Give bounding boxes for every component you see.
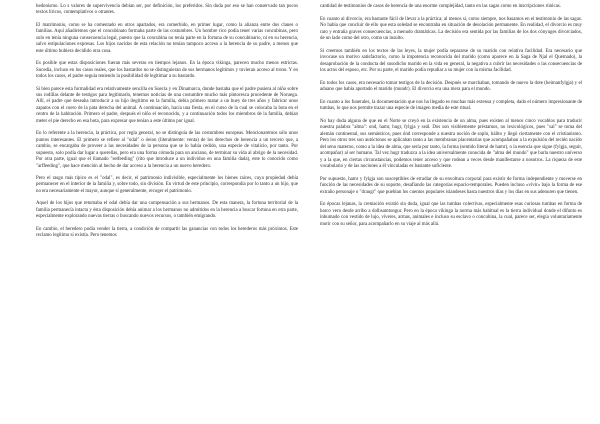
paragraph: En épocas lejanas, la cremación existió sin duda, igual que las tumbas colectivas, especialmente esas curiosas tumbas en forma de barco vero desde arribo a dolbsamtongur. Pero en la época vikinga la norma más habitual es la tierra individual donde el difunto es inhumado con vestido de lujo, víveres, armas, animales e incluso su esclavo o concubina, la cual, parece ser, elegía voluntariamente morir con su señor, para acompañarlo en su viaje al más allá.: [320, 202, 582, 227]
paragraph: cantidad de testimonios de casos de herencia de una enorme complejidad, tanto en las sagas como en inscripciones rúnicas.: [320, 4, 561, 9]
paragraph: hedonismo. Lo s valores de supervivencia debían ser, por definición, los preferidos. Sin duda por eso se han conservado tan pocos textos líricos, contemplativos o otrantes.: [36, 4, 298, 16]
paragraph: Aquel de los hijos que retomaba el odal debía dar una compensación a sus hermanos. De esta manera, la fortuna territorial de la familia permanecía intacta y ésta disposición debía animar a los hermanos no admitidos en la herencia a buscar fortuna en otra parte, especialmente explorando nuevas tierras o buscando nuevos recursos, o también emigrando.: [36, 201, 298, 220]
right-text-column: [320, 4, 582, 424]
paragraph: Pero el rasgo más típico es el "odal", es decir, el patrimonio indivisible, especialmente los bienes raíces, cuya propiedad debía permanecer en el interior de la familia y, sobre todo, sin división. En virtud de este principio, correspondía por lo tanto a un hijo, que no era necesariamente el mayor, aunque sí generalmente, recoger el patrimonio.: [36, 175, 298, 194]
left-text-column: [36, 4, 298, 424]
paragraph: El matrimonio, como se ha comentado en otros apartados, era comerbido, en primer lugar, como la alianza entre dos clanes o familias. Aquí añadiremos que el concubinato formaba parte de las costumbres. Un hombre rico podía tener varias concubinas, pero solo en tenía ninguna consecuencia legal, puesto que la concubina no tenía parte en la fortuna de su concubinario, ni en su herencia, salvo estipulaciones expresas. Los hijos nacidos de esta relación no tenían tampoco acceso a la herencia de su padre, a menos que este último hubiera decidido otra cosa.: [36, 22, 298, 54]
paragraph: Si creemos también en los textos de las leyes, la mujer podía separarse de su marido con relativa facilidad. Era necesario que invocase un motivo satisfactorio, como la impotencia reconocida del marido (como aparece en la Saga de Njal el Quemado), la desaprobación de la conducta del susodicho marido en la vida en general, la negativa a cubrir las necesidades o las consecuencias de los actos del esposo, etc. Por su parte, el marido podía repudiar a su mujer con la misma facilidad.: [320, 48, 582, 73]
paragraph: En cuanto a los funerales, la documentación que nos ha llegado es muchas más extensa y completa, dado el número impresionante de tumbas, lo que nos permite trazar una especie de imagen media de este ritual.: [320, 99, 582, 112]
paragraph: En cuanto al divorcio, era bastante fácil de llevar a la práctica; al menos si, como siempre, nos basamos en el testimonio de las sagas. No había que concluir de ello que esta soledad se encontraba en situación de desolación permanente. En realidad, el divorcio es muy raro y entraña graves consecuencias, a menudo dramáticas. La decisión era sentida por las familias de los dos cónyuges divorciados, de un lado como del otro, como un insulto.: [320, 16, 582, 41]
paragraph: No hay duda alguna de que en el Norte se creyó en la existencia de un alma, pues existen al menos cinco vocablos para traducir nuestra palabra "alma": ond, hamr, hugr, fylgja y seál. Dos son visiblemente préstamos, no lexicológicos, pues "sal" se toma del alemán continental, sus semánticos, pues ónd corresponde a nuestra noción de soplo, hálito y llegó ciertamente con el cristianismo. Pero los otros tres son autóctonos se aplicaban tanto a las membranas placentarias que acompañaban a la expulsión del recién nacido del seno materno, como a la idea de alma, que sería por tanto, la forma (sentido literal de hamr), o la esencia que sigue (fylgja, seguir, acompañar) al ser humano. Tal vez hugr traduzca a la idea universalmente conocida de "alma del mundo" que barla nuestro universo y a la que, en ciertas circunstancias, podemos tener acceso y que rodean a veces desde manifestarse a nosotros. La riqueza de este vocabulario y de las nociones a él vinculadas es bastante suficiente.: [320, 118, 582, 169]
paragraph: En cambio, el heredero podía vender la tierra, a condición de compartir las ganancias con todos los herederos más próximos. Este reclamo legítimo si existía. Pero tenemos: [36, 226, 298, 239]
paragraph: Si bien parece esta formalidad era relativamente sencilla en Suecia y en Dinamarca, donde bastaba que el padre pusiera al niño sobre sus rodillas delante de testigos para legitimarlo, tenemos noticias de una costumbre mucho más pintoresca procedente de Noruega. Allí, el padre que deseaba introducir a su hijo ilegítimo en la familia, debía primero matar a un buey de tres años y fabricar unos zapatos con el cuero de la pata derecha del animal. A continuación, hacía una fiesta, en el curso de la cual se colocaba la bota en el centro de la habitación. Primero el padre, después el niño el reconocido, y a continuación todos los miembros de la familia, debían meter el pie derecho en esa bota, para expresar que tenían a este último por igual.: [36, 86, 298, 124]
paragraph: Por supuesto, hamr y fylgja son susceptibles de erradiar de su envoltura corporal para existir de forma independiente y moverse en función de las necesidades de su soporte, desafiando las categorías espacio-temporales. Pueden incluso «vivir» bajo la forma de ese extraño personaje o "draugr" que pueblan los cuentos populares islandeses hasta nuestros días y los días en sus adenuren que tienen.: [320, 176, 582, 195]
paragraph: En todos los casos, era necesario tomar testigos de la decisión. Después se marchaban, tomando de nuevo la dote (heimanfylgja) y el aduano que había aportado el marido (mundr). El divorcio era una mera para el mundo.: [320, 80, 582, 93]
paragraph: En lo referente a la herencia, la práctica, por regla general, no se distinguía de las costumbres europeas. Mencionaremos sólo unos puntos interesantes. El primero se refiere al "odal" o óeion (literalmente: venta) de los derechos de herencia a un tercero que, a cambio, se encargaba de proveer a las necesidades de la persona que se lo había cedido, una especie de vitalicio, por tanto. Por supuesto, solo podía dar lugar a querellas, pero era una forma cómoda para un anciano, de terminar su vida al abrigo de la necesidad. Por otra parte, igual que el llamado "setfeeding" (rito que introduce a un individuo en una familia dada), este lo conocido como "arffeeding", que hace mención al hecho de dar acceso a la herencia a un nuevo heredero.: [36, 131, 298, 169]
paragraph: Es posible que estas disposiciones fueran más severas en tiempos lejanos. En la época vikinga, parecen mucho menos estrictas. Sucedía, incluso en los casos reales, que los bastardos no se distinguieran de sus hermanos legítimos y tuvieran acceso al trono. Y en todos los casos, el padre seguía teniendo la posibilidad de legitimar a su bastardo.: [36, 61, 298, 80]
